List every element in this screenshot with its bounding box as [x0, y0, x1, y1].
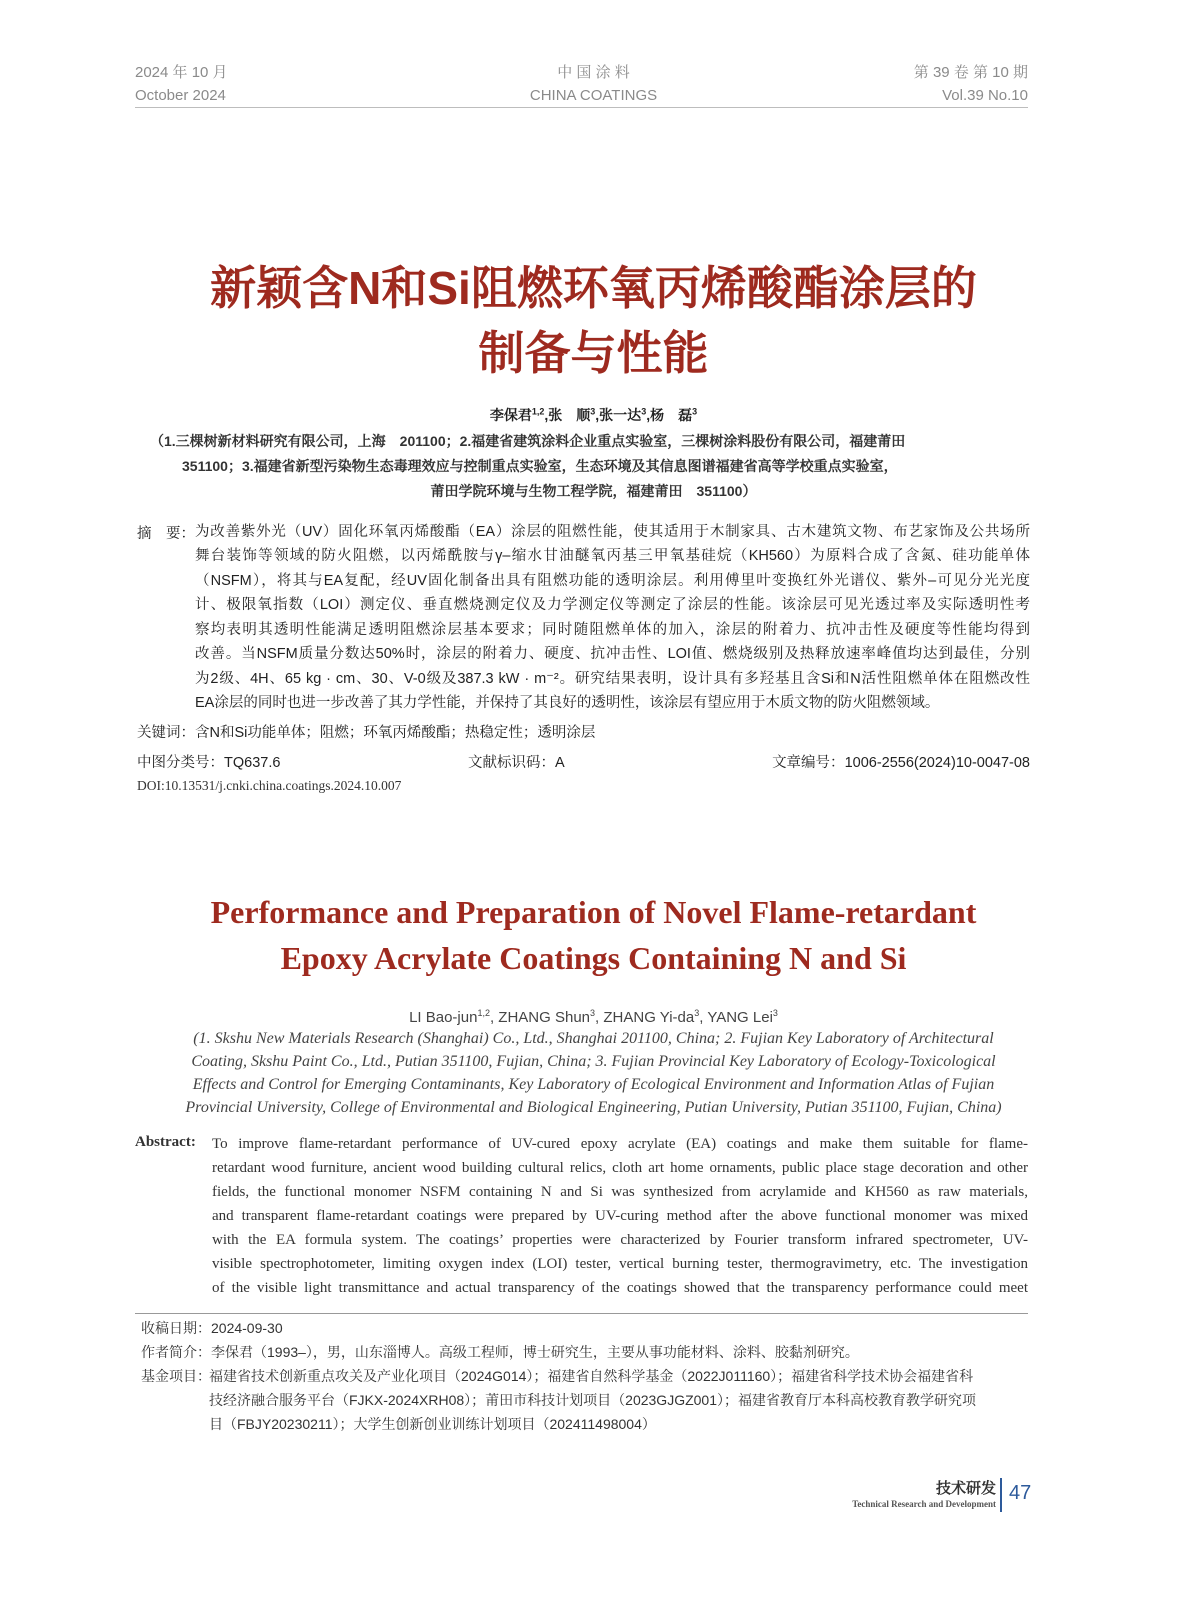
author-sup: 3 — [692, 406, 698, 417]
abstract-cn-line: 改善。当NSFM质量分数达50%时，涂层的附着力、硬度、抗冲击性、LOI值、燃烧级别及热释放速率峰值均达到最佳，分别 — [195, 646, 1030, 662]
author-sup: 3 — [772, 1008, 778, 1018]
abstract-en-line: of the visible light transmittance and actual transparency of the coatings showed that the transparency performance could meet — [212, 1280, 1028, 1296]
abstract-en-line: with the EA formula system. The coatings’ properties were characterized by Fourier transform infrared spectrometer, UV- — [212, 1232, 1028, 1248]
header-issue-en: Vol.39 No.10 — [942, 87, 1028, 104]
classification-label: 中图分类号： — [137, 755, 224, 771]
classification-value: TQ637.6 — [224, 755, 281, 771]
author-sup: 3 — [694, 1008, 700, 1018]
section-name-cn: 技术研发 — [935, 1480, 996, 1497]
abstract-cn-label: 摘 要： — [137, 526, 195, 542]
author-sup: 1,2 — [531, 406, 545, 417]
doc-code-value: A — [555, 755, 565, 771]
article-no-label: 文章编号： — [772, 755, 845, 771]
doc-code-label: 文献标识码： — [468, 755, 555, 771]
header-date-en: October 2024 — [135, 87, 226, 104]
abstract-en-line: To improve flame-retardant performance of UV-cured epoxy acrylate (EA) coatings and make them suitable for flame- — [212, 1136, 1028, 1152]
funding-label: 基金项目： — [141, 1368, 211, 1384]
abstract-en-line: retardant wood furniture, ancient wood building cultural relics, cloth art home ornaments, public place stage decoration and other — [212, 1160, 1028, 1176]
article-no-value: 1006-2556(2024)10-0047-08 — [844, 755, 1030, 771]
abstract-cn-line: 为2级、4H、65 kg · cm、30、V-0级及387.3 kW · m⁻²。研究结果表明，设计具有多羟基且含Si和N活性阻燃单体在阻燃改性 — [195, 671, 1030, 687]
article-number — [772, 751, 1030, 772]
funding-line: 目（FBJY20230211）；大学生创新创业训练计划项目（202411498004） — [209, 1416, 656, 1432]
abstract-en-line: visible spectrophotometer, limiting oxygen index (LOI) tester, vertical burning tester, thermogravimetry, etc. The investigation — [212, 1256, 1028, 1272]
abstract-cn-line: 察均表明其透明性能满足透明阻燃涂层基本要求；同时随阻燃单体的加入，涂层的附着力、抗冲击性及硬度等性能均得到 — [195, 622, 1030, 638]
header-journal-cn: 中 国 涂 料 — [557, 64, 630, 81]
classification-number — [137, 751, 280, 772]
author-sup: 1,2 — [477, 1008, 490, 1018]
title-cn-line-1: 新颖含N和Si阻燃环氧丙烯酸酯涂层的 — [210, 262, 977, 314]
abstract-cn-line: 为改善紫外光（UV）固化环氧丙烯酸酯（EA）涂层的阻燃性能，使其适用于木制家具、古木建筑文物、布艺家饰及公共场所 — [195, 524, 1030, 540]
affiliation-en-line: Coating, Skshu Paint Co., Ltd., Putian 351100, Fujian, China; 3. Fujian Provincial Key Laboratory of Ecology-Toxicological — [191, 1053, 996, 1070]
abstract-cn-line: 计、极限氧指数（LOI）测定仪、垂直燃烧测定仪及力学测定仪等测定了涂层的性能。该涂层可见光透过率及实际透明性考 — [195, 597, 1030, 613]
abstract-cn-line: （NSFM），将其与EA复配，经UV固化制备出具有阻燃功能的透明涂层。利用傅里叶变换红外光谱仪、紫外–可见分光光度 — [195, 573, 1030, 589]
author-name: ,张一达 — [595, 407, 642, 423]
author-name: ,杨 磊 — [646, 407, 693, 423]
footer-divider — [1000, 1478, 1002, 1512]
doi: DOI:10.13531/j.cnki.china.coatings.2024.10.007 — [137, 778, 402, 793]
funding-line: 技经济融合服务平台（FJKX-2024XRH08）；莆田市科技计划项目（2023GJGZ001）；福建省教育厅本科高校教育教学研究项 — [209, 1392, 976, 1408]
affiliation-cn-line: 351100；3.福建省新型污染物生态毒理效应与控制重点实验室，生态环境及其信息图谱福建省高等学校重点实验室， — [182, 458, 898, 474]
keywords-cn — [137, 721, 595, 742]
author-bio-value: 李保君（1993–），男，山东淄博人。高级工程师，博士研究生，主要从事功能材料、涂料、胶黏剂研究。 — [211, 1344, 859, 1360]
affiliation-en-line: Effects and Control for Emerging Contaminants, Key Laboratory of Ecological Environment and Information Atlas of Fujian — [192, 1076, 995, 1093]
received-label: 收稿日期： — [141, 1320, 211, 1336]
affiliation-en-line: (1. Skshu New Materials Research (Shanghai) Co., Ltd., Shanghai 201100, China; 2. Fujian Key Laboratory of Architectural — [193, 1030, 994, 1047]
author-name: , ZHANG Shun — [489, 1009, 591, 1026]
header-date-cn: 2024 年 10 月 — [135, 64, 228, 81]
section-name-en: Technical Research and Development — [852, 1499, 996, 1509]
affiliation-cn-line: （1.三棵树新材料研究有限公司，上海 201100；2.福建省建筑涂料企业重点实验室，三棵树涂料股份有限公司，福建莆田 — [150, 433, 906, 449]
document-code — [468, 751, 565, 772]
author-name: LI Bao-jun — [409, 1009, 478, 1026]
author-bio — [141, 1342, 859, 1362]
title-en-line-1: Performance and Preparation of Novel Flame-retardant — [210, 894, 977, 930]
header-divider — [135, 107, 1028, 108]
affiliation-en-line: Provincial University, College of Environmental and Biological Engineering, Putian University, Putian 351100, Fujian, China) — [185, 1099, 1002, 1116]
funding-line: 福建省技术创新重点攻关及产业化项目（2024G014）；福建省自然科学基金（2022J011160）；福建省科学技术协会福建省科 — [209, 1368, 974, 1384]
authors-cn — [0, 405, 1187, 425]
abstract-en-label: Abstract: — [135, 1134, 196, 1150]
abstract-en-line: and transparent flame-retardant coatings were prepared by UV-curing method after the above functional monomer was mixed — [212, 1208, 1028, 1224]
author-bio-label: 作者简介： — [141, 1344, 211, 1360]
abstract-cn-line: EA涂层的同时也进一步改善了其力学性能，并保持了其良好的透明性，该涂层有望应用于木质文物的防火阻燃领域。 — [195, 695, 940, 711]
author-name: , YANG Lei — [699, 1009, 773, 1026]
abstract-cn-line: 舞台装饰等领域的防火阻燃，以丙烯酰胺与γ–缩水甘油醚氧丙基三甲氧基硅烷（KH560）为原料合成了含氮、硅功能单体 — [195, 548, 1030, 564]
received-date — [141, 1318, 283, 1338]
abstract-en-line: fields, the functional monomer NSFM containing N and Si was synthesized from acrylamide and KH560 as raw materials, — [212, 1184, 1028, 1200]
author-name: ,张 顺 — [544, 407, 591, 423]
keywords-value: 含N和Si功能单体；阻燃；环氧丙烯酸酯；热稳定性；透明涂层 — [195, 725, 596, 741]
title-cn-line-2: 制备与性能 — [478, 327, 709, 379]
keywords-label: 关键词： — [137, 725, 195, 741]
footnote-divider — [135, 1313, 1028, 1314]
header-journal-en: CHINA COATINGS — [529, 87, 658, 104]
received-value: 2024-09-30 — [211, 1320, 283, 1336]
title-en-line-2: Epoxy Acrylate Coatings Containing N and Si — [280, 940, 907, 976]
author-name: 李保君 — [489, 407, 532, 423]
author-sup: 3 — [641, 406, 647, 417]
author-sup: 3 — [590, 1008, 596, 1018]
affiliation-cn-line: 莆田学院环境与生物工程学院，福建莆田 351100） — [430, 483, 757, 499]
author-name: , ZHANG Yi-da — [595, 1009, 695, 1026]
authors-en — [0, 1008, 1187, 1026]
header-issue-cn: 第 39 卷 第 10 期 — [913, 64, 1028, 81]
page-number: 47 — [1009, 1482, 1032, 1504]
author-sup: 3 — [590, 406, 596, 417]
